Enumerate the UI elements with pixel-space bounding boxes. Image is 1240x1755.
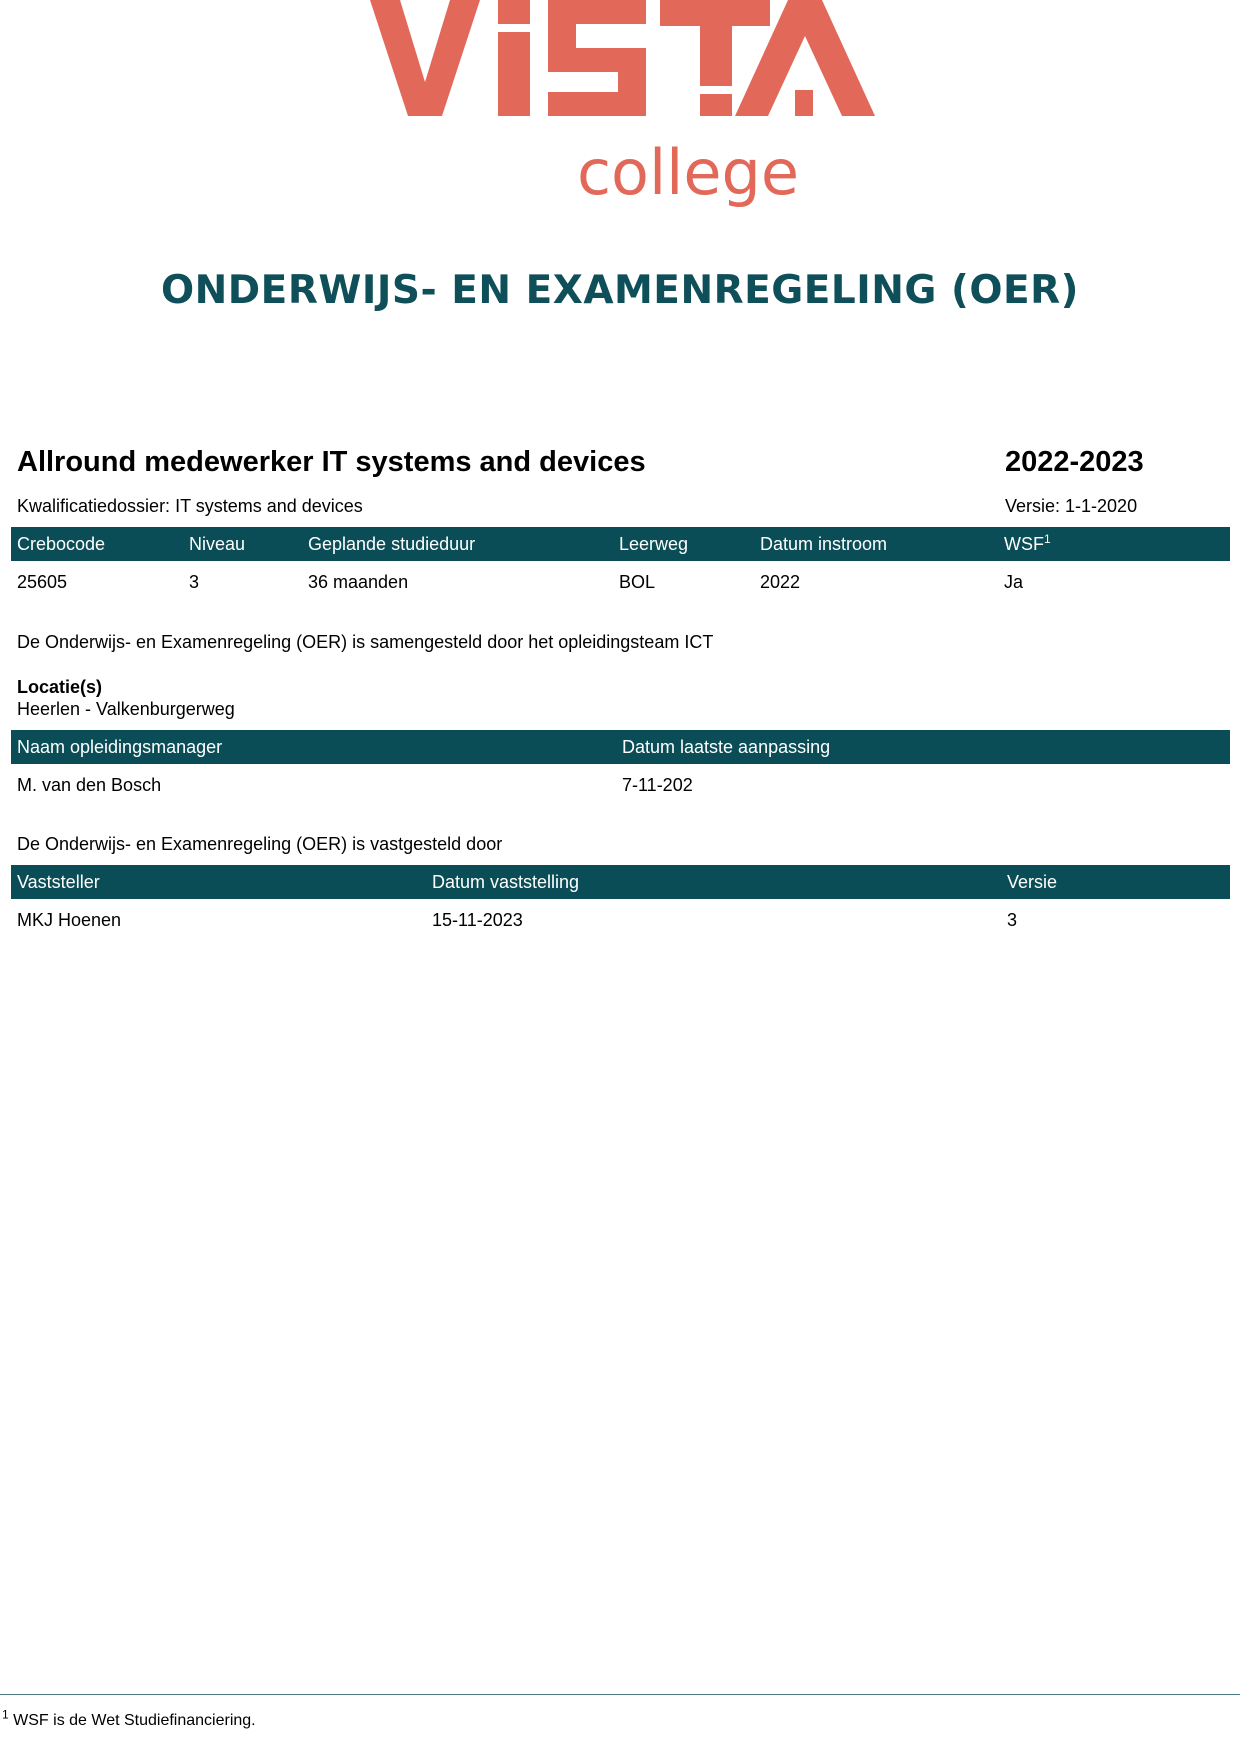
cell-wsf: Ja (1004, 572, 1024, 592)
table-row (11, 561, 1230, 601)
header-versie: Versie (1007, 872, 1058, 892)
cell-studieduur: 36 maanden (308, 572, 409, 592)
cell-laatste-aanpassing: 7-11-202 (622, 775, 693, 795)
table-header-row (11, 527, 1230, 561)
header-niveau: Niveau (189, 534, 246, 554)
header-crebocode: Crebocode (17, 534, 106, 554)
header-laatste-aanpassing: Datum laatste aanpassing (622, 737, 831, 757)
wsf-footnote-ref[interactable]: 1 (1044, 532, 1051, 546)
table-header-row (11, 730, 1230, 764)
footnote (2, 1707, 256, 1730)
school-year: 2022-2023 (1005, 446, 1144, 478)
qualification-dossier: Kwalificatiedossier: IT systems and devices (17, 496, 363, 516)
vista-college-logo (370, 0, 875, 210)
dossier-version: Versie: 1-1-2020 (1005, 496, 1138, 516)
header-leerweg: Leerweg (619, 534, 689, 554)
header-wsf-label: WSF (1004, 534, 1044, 554)
cell-datum-vaststelling: 15-11-2023 (432, 910, 523, 930)
table-header-row (11, 865, 1230, 899)
cell-leerweg: BOL (619, 572, 656, 592)
footnote-text: WSF is de Wet Studiefinanciering. (13, 1712, 256, 1729)
cell-versie: 3 (1007, 910, 1018, 930)
locations-value: Heerlen - Valkenburgerweg (17, 699, 235, 719)
header-vaststeller: Vaststeller (17, 872, 100, 892)
program-info-table (11, 527, 1230, 601)
table-row (11, 764, 1230, 804)
header-wsf (1004, 534, 1051, 555)
cell-datum-instroom: 2022 (760, 572, 801, 592)
logo-college-text: college (576, 136, 800, 209)
composed-by-text: De Onderwijs- en Examenregeling (OER) is samengesteld door het opleidingsteam ICT (17, 632, 714, 652)
footnote-number: 1 (2, 1707, 9, 1722)
manager-table (11, 730, 1230, 804)
footnote-divider (0, 1694, 1240, 1695)
document-title: ONDERWIJS- EN EXAMENREGELING (OER) (161, 268, 1079, 313)
cell-niveau: 3 (189, 572, 200, 592)
locations-label: Locatie(s) (17, 677, 103, 697)
approval-table (11, 865, 1230, 939)
header-studieduur: Geplande studieduur (308, 534, 476, 554)
established-by-text: De Onderwijs- en Examenregeling (OER) is vastgesteld door (17, 834, 503, 854)
cell-crebocode: 25605 (17, 572, 68, 592)
program-name: Allround medewerker IT systems and devices (17, 446, 646, 478)
table-row (11, 899, 1230, 939)
cell-vaststeller: MKJ Hoenen (17, 910, 122, 930)
header-datum-vaststelling: Datum vaststelling (432, 872, 580, 892)
header-datum-instroom: Datum instroom (760, 534, 888, 554)
cell-opleidingsmanager: M. van den Bosch (17, 775, 162, 795)
header-opleidingsmanager: Naam opleidingsmanager (17, 737, 223, 757)
